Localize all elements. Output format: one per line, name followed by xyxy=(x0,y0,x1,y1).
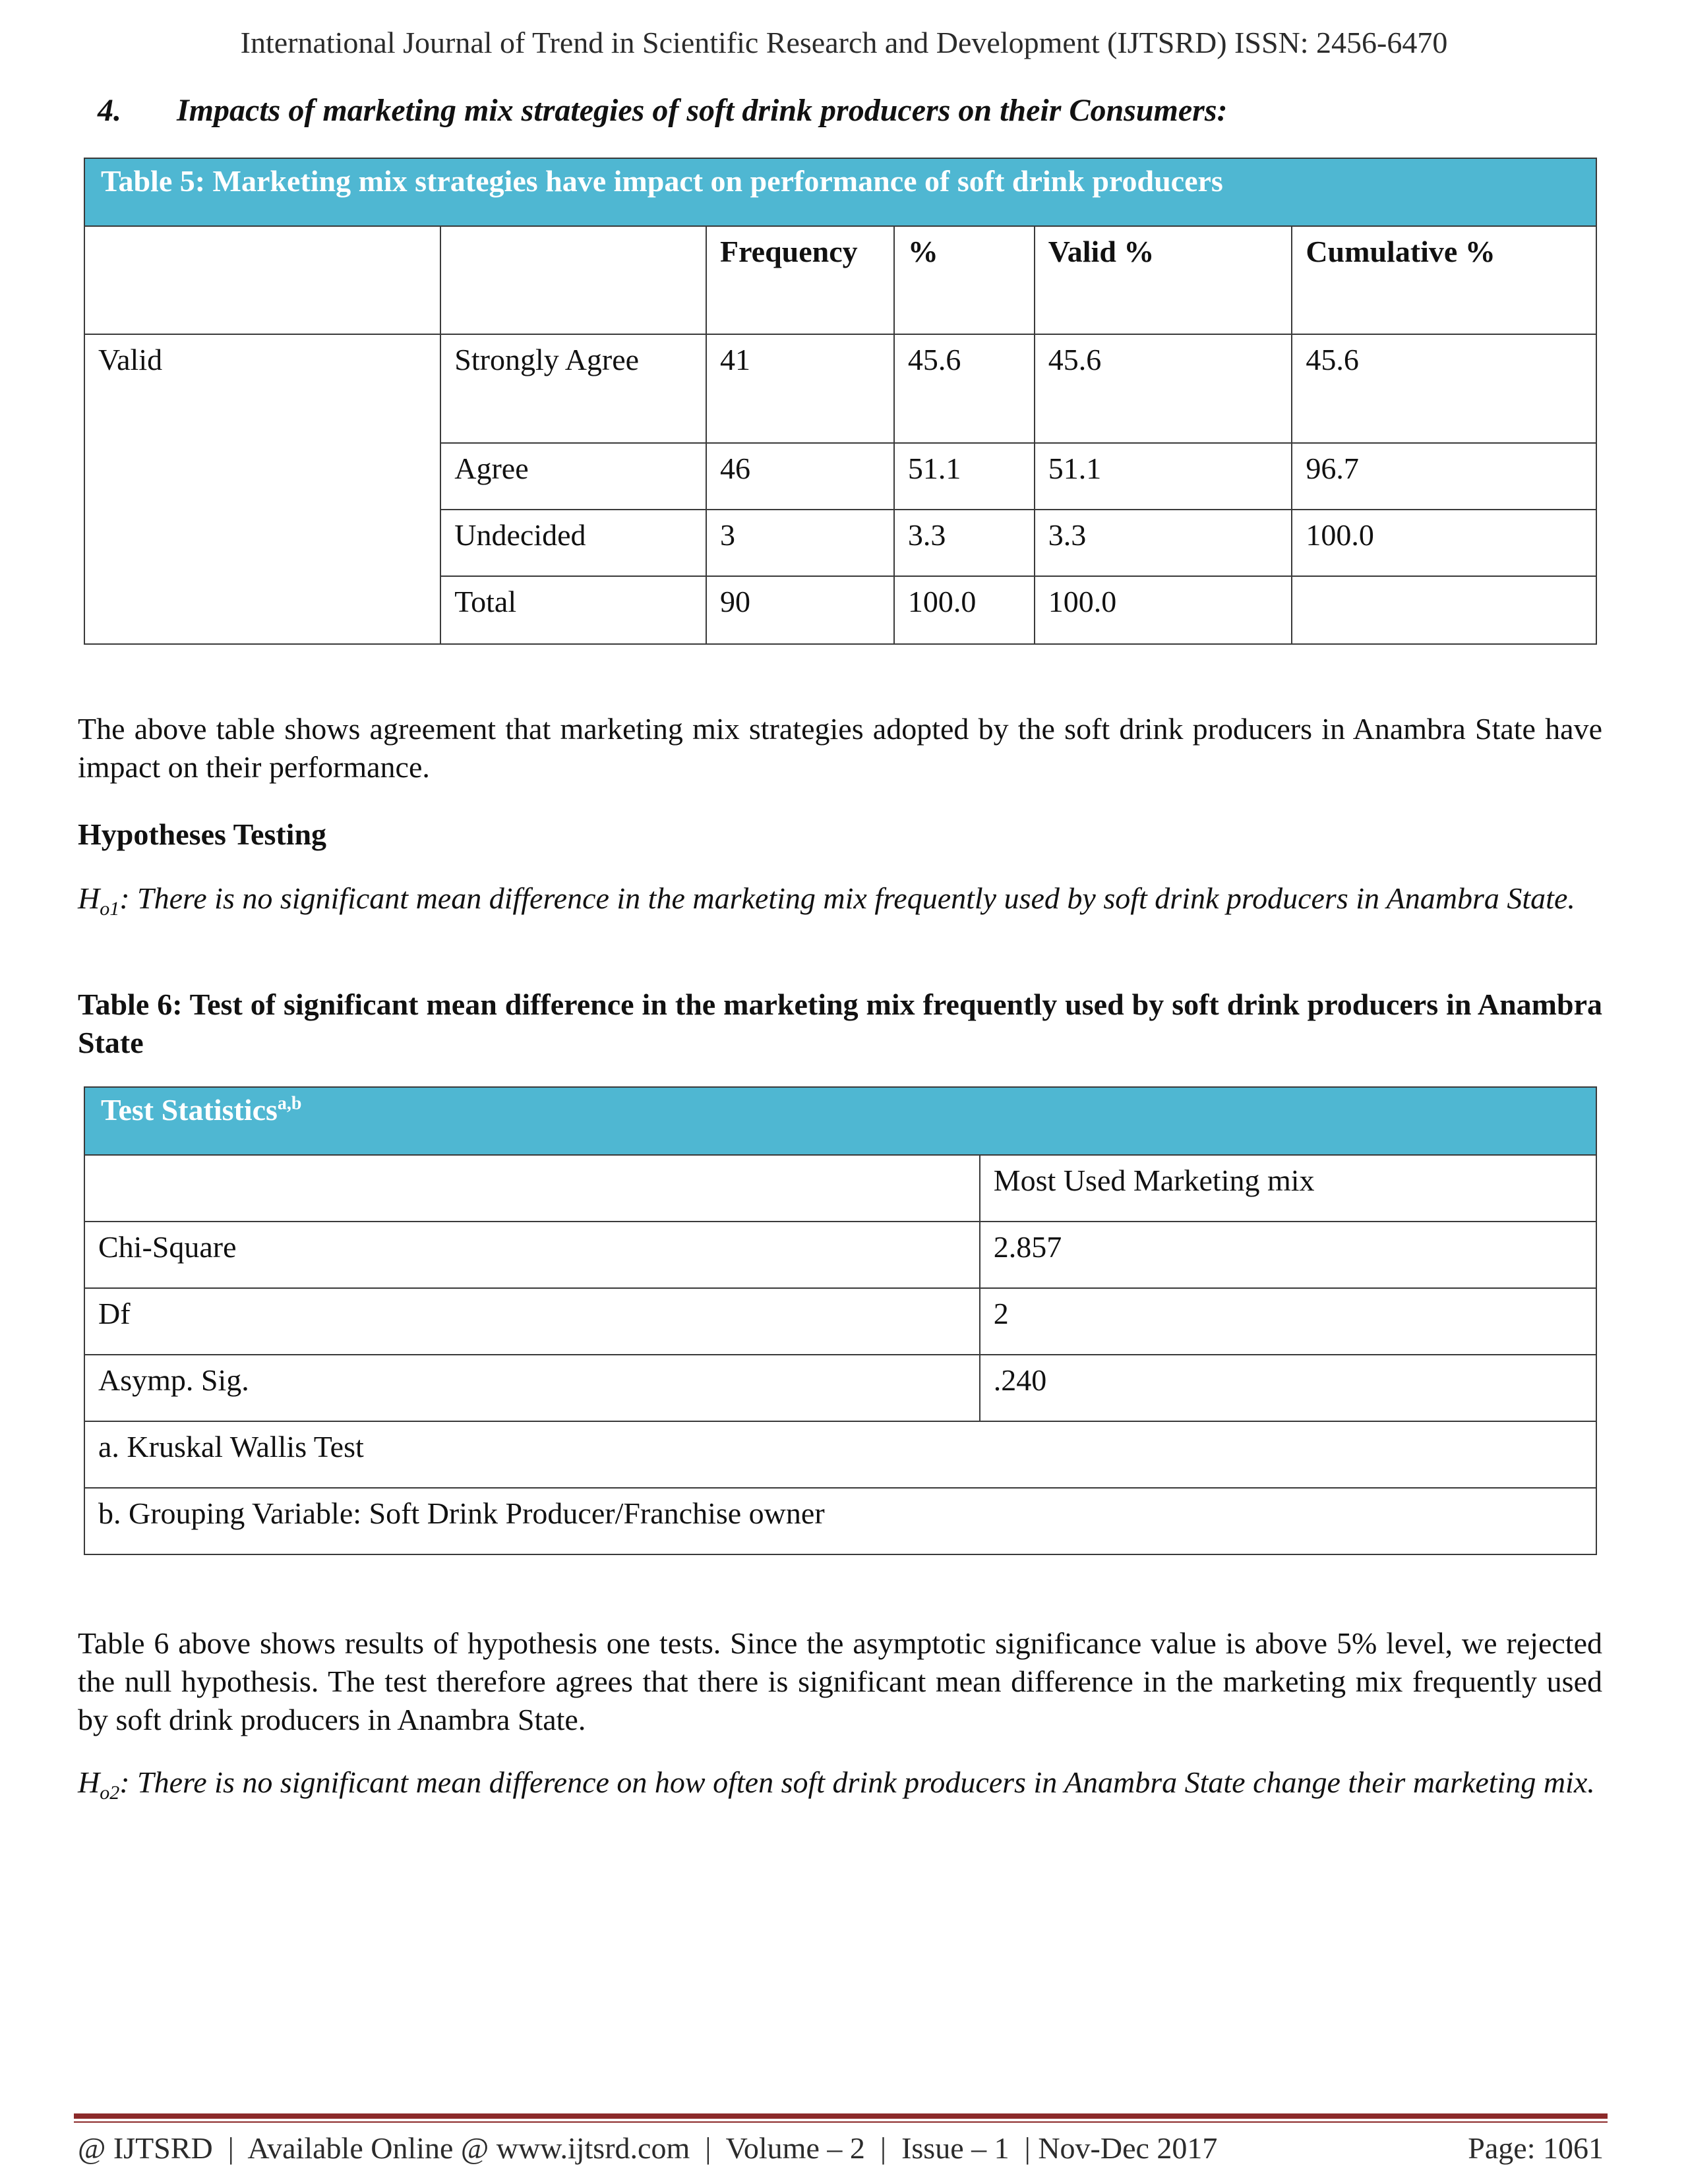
cell-value: .240 xyxy=(980,1355,1596,1421)
col-header-frequency: Frequency xyxy=(706,226,894,334)
table-6-note-b: b. Grouping Variable: Soft Drink Producer/Franchise owner xyxy=(84,1488,1596,1554)
h02-subscript: o2 xyxy=(100,1782,120,1804)
table-row xyxy=(84,334,1596,443)
cell-frequency: 46 xyxy=(706,443,894,510)
paragraph-table5-summary: The above table shows agreement that marketing mix strategies adopted by the soft drink producers in Anambra State have impact on their performance. xyxy=(78,712,1602,784)
row-label: Strongly Agree xyxy=(440,334,706,443)
col-header-valid-percent: Valid % xyxy=(1035,226,1292,334)
cell-percent: 51.1 xyxy=(894,443,1035,510)
cell-frequency: 41 xyxy=(706,334,894,443)
cell-valid-percent: 3.3 xyxy=(1035,510,1292,576)
table-6-caption-sup: a,b xyxy=(277,1093,302,1114)
cell-cumulative-percent: 100.0 xyxy=(1292,510,1596,576)
paragraph-table6-summary: Table 6 above shows results of hypothesis one tests. Since the asymptotic significance value is above 5% level, we rejected the null hypothesis. The test therefore agrees that there is significant mean difference in the marketing mix frequently used by soft drink producers in Anambra State. xyxy=(78,1626,1602,1736)
cell-valid-percent: 100.0 xyxy=(1035,576,1292,644)
h01-subscript: o1 xyxy=(100,898,120,920)
cell-frequency: 90 xyxy=(706,576,894,644)
cell-valid-percent: 51.1 xyxy=(1035,443,1292,510)
row-label: Df xyxy=(84,1288,980,1355)
cell-percent: 45.6 xyxy=(894,334,1035,443)
h01-text: : There is no significant mean difference in the marketing mix frequently used by soft drink producers in Anambra State. xyxy=(119,881,1575,915)
table-6-title: Table 6: Test of significant mean difference in the marketing mix frequently used by soft drink producers in Anambra State xyxy=(78,988,1602,1059)
footer-rule-thin xyxy=(74,2121,1608,2123)
section-heading xyxy=(98,92,1228,129)
row-label: Asymp. Sig. xyxy=(84,1355,980,1421)
table-5-empty-header xyxy=(440,226,706,334)
row-label: Agree xyxy=(440,443,706,510)
table-5-empty-header xyxy=(84,226,440,334)
h02-text: : There is no significant mean difference on how often soft drink producers in Anambra State change their marketing mix. xyxy=(119,1765,1595,1799)
table-row xyxy=(84,1222,1596,1288)
table-6-caption xyxy=(84,1087,1596,1155)
table-6-caption-text: Test Statistics xyxy=(101,1093,278,1127)
table-row xyxy=(84,1355,1596,1421)
cell-frequency: 3 xyxy=(706,510,894,576)
row-group-valid: Valid xyxy=(84,334,440,644)
row-label: Chi-Square xyxy=(84,1222,980,1288)
footer-rule xyxy=(74,2113,1608,2119)
h01-symbol: H xyxy=(78,881,100,915)
cell-value: 2.857 xyxy=(980,1222,1596,1288)
journal-header: International Journal of Trend in Scientific Research and Development (IJTSRD) ISSN: 2456-6470 xyxy=(240,26,1448,59)
hypothesis-h01 xyxy=(78,879,1602,928)
table-5-caption: Table 5: Marketing mix strategies have impact on performance of soft drink producers xyxy=(84,158,1596,226)
cell-cumulative-percent: 96.7 xyxy=(1292,443,1596,510)
section-number: 4. xyxy=(98,93,121,128)
h02-symbol: H xyxy=(78,1765,100,1799)
cell-valid-percent: 45.6 xyxy=(1035,334,1292,443)
footer-info: @ IJTSRD | Available Online @ www.ijtsrd.com | Volume – 2 | Issue – 1 | Nov-Dec 2017 xyxy=(78,2131,1218,2165)
table-row xyxy=(84,1288,1596,1355)
page-number: Page: 1061 xyxy=(1468,2131,1604,2165)
col-header-cumulative-percent: Cumulative % xyxy=(1292,226,1596,334)
row-label: Total xyxy=(440,576,706,644)
hypotheses-heading: Hypotheses Testing xyxy=(78,817,327,851)
hypothesis-h02 xyxy=(78,1763,1602,1812)
cell-value: 2 xyxy=(980,1288,1596,1355)
table-6-note-a: a. Kruskal Wallis Test xyxy=(84,1421,1596,1488)
cell-cumulative-percent: 45.6 xyxy=(1292,334,1596,443)
cell-cumulative-percent xyxy=(1292,576,1596,644)
section-title: Impacts of marketing mix strategies of soft drink producers on their Consumers: xyxy=(177,93,1228,128)
col-header-percent: % xyxy=(894,226,1035,334)
table-6-empty-header xyxy=(84,1155,980,1222)
table-5 xyxy=(84,158,1597,645)
table-6 xyxy=(84,1086,1597,1555)
row-label: Undecided xyxy=(440,510,706,576)
cell-percent: 3.3 xyxy=(894,510,1035,576)
col-header-most-used: Most Used Marketing mix xyxy=(980,1155,1596,1222)
cell-percent: 100.0 xyxy=(894,576,1035,644)
